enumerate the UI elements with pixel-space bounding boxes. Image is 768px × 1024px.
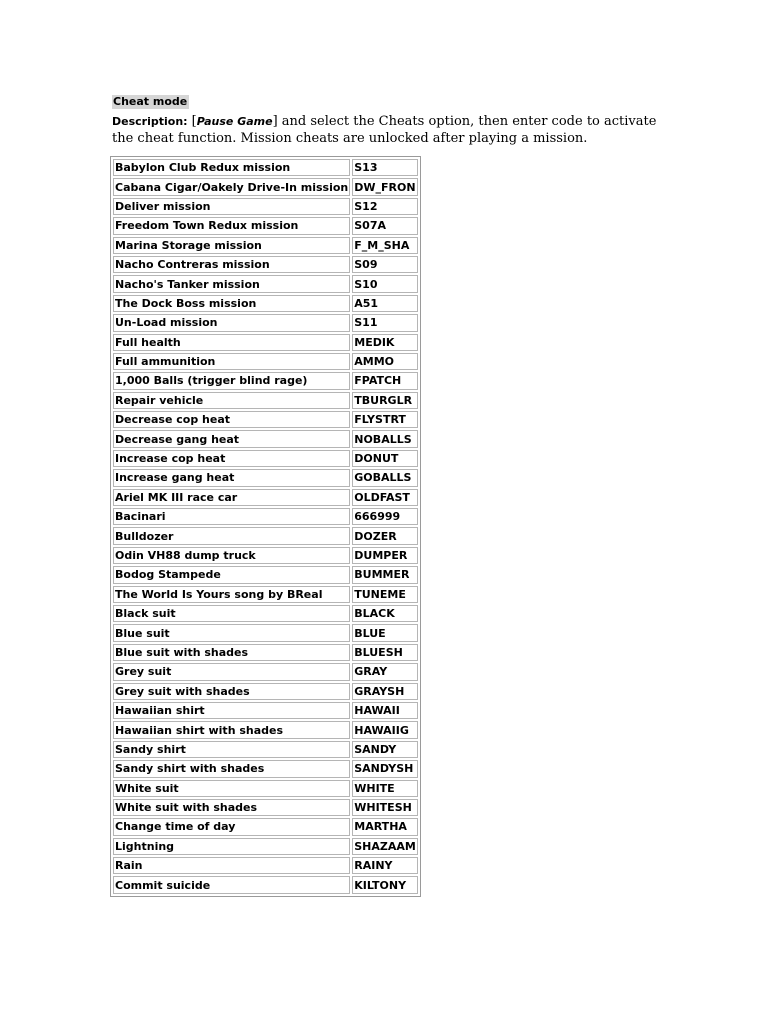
cheat-code-cell: OLDFAST [352, 489, 418, 506]
cheat-name-cell: Freedom Town Redux mission [113, 217, 350, 234]
cheat-code-cell: GRAYSH [352, 683, 418, 700]
cheat-code-cell: F_M_SHA [352, 237, 418, 254]
table-row [113, 450, 418, 467]
cheat-name-cell: Rain [113, 857, 350, 874]
cheat-code-cell: SANDY [352, 741, 418, 758]
cheat-name-cell: White suit [113, 780, 350, 797]
table-row [113, 392, 418, 409]
table-row [113, 586, 418, 603]
cheat-name-cell: Nacho Contreras mission [113, 256, 350, 273]
cheat-name-cell: Change time of day [113, 818, 350, 835]
cheat-code-cell: HAWAIIG [352, 721, 418, 738]
table-row [113, 256, 418, 273]
cheat-code-cell: BUMMER [352, 566, 418, 583]
cheat-code-cell: MARTHA [352, 818, 418, 835]
cheat-name-cell: Cabana Cigar/Oakely Drive-In mission [113, 178, 350, 195]
cheat-name-cell: Hawaiian shirt [113, 702, 350, 719]
cheat-code-cell: BLUESH [352, 644, 418, 661]
cheat-code-cell: S07A [352, 217, 418, 234]
cheat-code-cell: SHAZAAM [352, 838, 418, 855]
table-row [113, 702, 418, 719]
cheat-code-cell: S10 [352, 275, 418, 292]
cheat-name-cell: Lightning [113, 838, 350, 855]
description-text: ] and select the Cheats option, then enter code to activate the cheat function. Mission cheats are unlocked after playing a mission. [112, 114, 657, 146]
cheat-code-cell: KILTONY [352, 876, 418, 893]
cheat-code-cell: TUNEME [352, 586, 418, 603]
description-bracket-open: [ [187, 114, 197, 129]
cheat-code-cell: 666999 [352, 508, 418, 525]
cheat-name-cell: Commit suicide [113, 876, 350, 893]
cheat-code-cell: DW_FRON [352, 178, 418, 195]
cheat-name-cell: Hawaiian shirt with shades [113, 721, 350, 738]
table-row [113, 159, 418, 176]
cheat-code-cell: FLYSTRT [352, 411, 418, 428]
table-row [113, 547, 418, 564]
table-row [113, 372, 418, 389]
table-row [113, 237, 418, 254]
cheat-name-cell: Bodog Stampede [113, 566, 350, 583]
cheat-code-cell: TBURGLR [352, 392, 418, 409]
cheat-codes-table [110, 156, 421, 897]
table-row [113, 683, 418, 700]
description-paragraph [112, 113, 672, 147]
cheat-name-cell: Blue suit [113, 624, 350, 641]
cheat-name-cell: Nacho's Tanker mission [113, 275, 350, 292]
cheat-code-cell: DONUT [352, 450, 418, 467]
table-row [113, 314, 418, 331]
cheat-name-cell: 1,000 Balls (trigger blind rage) [113, 372, 350, 389]
cheat-name-cell: Decrease gang heat [113, 430, 350, 447]
table-row [113, 489, 418, 506]
table-row [113, 508, 418, 525]
cheat-name-cell: Marina Storage mission [113, 237, 350, 254]
cheat-code-cell: NOBALLS [352, 430, 418, 447]
cheat-section [112, 92, 672, 147]
description-emphasis: Pause Game [196, 115, 273, 128]
cheat-name-cell: Bacinari [113, 508, 350, 525]
cheat-code-cell: SANDYSH [352, 760, 418, 777]
cheat-code-cell: FPATCH [352, 372, 418, 389]
cheat-code-cell: S13 [352, 159, 418, 176]
cheat-codes-body [113, 159, 418, 894]
cheat-name-cell: Deliver mission [113, 198, 350, 215]
table-row [113, 198, 418, 215]
cheat-name-cell: Blue suit with shades [113, 644, 350, 661]
cheat-code-cell: MEDIK [352, 334, 418, 351]
table-row [113, 178, 418, 195]
cheat-name-cell: Ariel MK III race car [113, 489, 350, 506]
table-row [113, 741, 418, 758]
table-row [113, 818, 418, 835]
cheat-name-cell: Bulldozer [113, 527, 350, 544]
table-row [113, 527, 418, 544]
table-row [113, 411, 418, 428]
cheat-code-cell: WHITE [352, 780, 418, 797]
table-row [113, 876, 418, 893]
cheat-code-cell: BLUE [352, 624, 418, 641]
description-label: Description: [112, 115, 188, 128]
cheat-code-cell: GRAY [352, 663, 418, 680]
cheat-name-cell: Decrease cop heat [113, 411, 350, 428]
cheat-code-cell: RAINY [352, 857, 418, 874]
table-row [113, 295, 418, 312]
cheat-name-cell: Increase cop heat [113, 450, 350, 467]
cheat-name-cell: Sandy shirt [113, 741, 350, 758]
table-row [113, 334, 418, 351]
table-row [113, 838, 418, 855]
cheat-name-cell: The World Is Yours song by BReal [113, 586, 350, 603]
cheat-code-cell: DOZER [352, 527, 418, 544]
cheat-name-cell: The Dock Boss mission [113, 295, 350, 312]
cheat-code-cell: AMMO [352, 353, 418, 370]
cheat-name-cell: Un-Load mission [113, 314, 350, 331]
table-row [113, 760, 418, 777]
table-row [113, 799, 418, 816]
cheat-name-cell: Black suit [113, 605, 350, 622]
cheat-code-cell: BLACK [352, 605, 418, 622]
cheat-code-cell: HAWAII [352, 702, 418, 719]
table-row [113, 663, 418, 680]
table-row [113, 644, 418, 661]
cheat-name-cell: Grey suit with shades [113, 683, 350, 700]
cheat-name-cell: Sandy shirt with shades [113, 760, 350, 777]
cheat-name-cell: White suit with shades [113, 799, 350, 816]
cheat-code-cell: GOBALLS [352, 469, 418, 486]
cheat-code-cell: S11 [352, 314, 418, 331]
table-row [113, 721, 418, 738]
table-row [113, 566, 418, 583]
cheat-name-cell: Increase gang heat [113, 469, 350, 486]
table-row [113, 624, 418, 641]
table-row [113, 430, 418, 447]
table-row [113, 469, 418, 486]
table-row [113, 217, 418, 234]
section-heading: Cheat mode [113, 95, 188, 108]
table-row [113, 605, 418, 622]
cheat-name-cell: Full health [113, 334, 350, 351]
cheat-code-cell: WHITESH [352, 799, 418, 816]
table-row [113, 780, 418, 797]
cheat-name-cell: Babylon Club Redux mission [113, 159, 350, 176]
cheat-name-cell: Repair vehicle [113, 392, 350, 409]
cheat-name-cell: Full ammunition [113, 353, 350, 370]
table-row [113, 857, 418, 874]
cheat-code-cell: A51 [352, 295, 418, 312]
table-row [113, 353, 418, 370]
cheat-name-cell: Odin VH88 dump truck [113, 547, 350, 564]
cheat-code-cell: S12 [352, 198, 418, 215]
table-row [113, 275, 418, 292]
cheat-code-cell: S09 [352, 256, 418, 273]
cheat-code-cell: DUMPER [352, 547, 418, 564]
cheat-name-cell: Grey suit [113, 663, 350, 680]
